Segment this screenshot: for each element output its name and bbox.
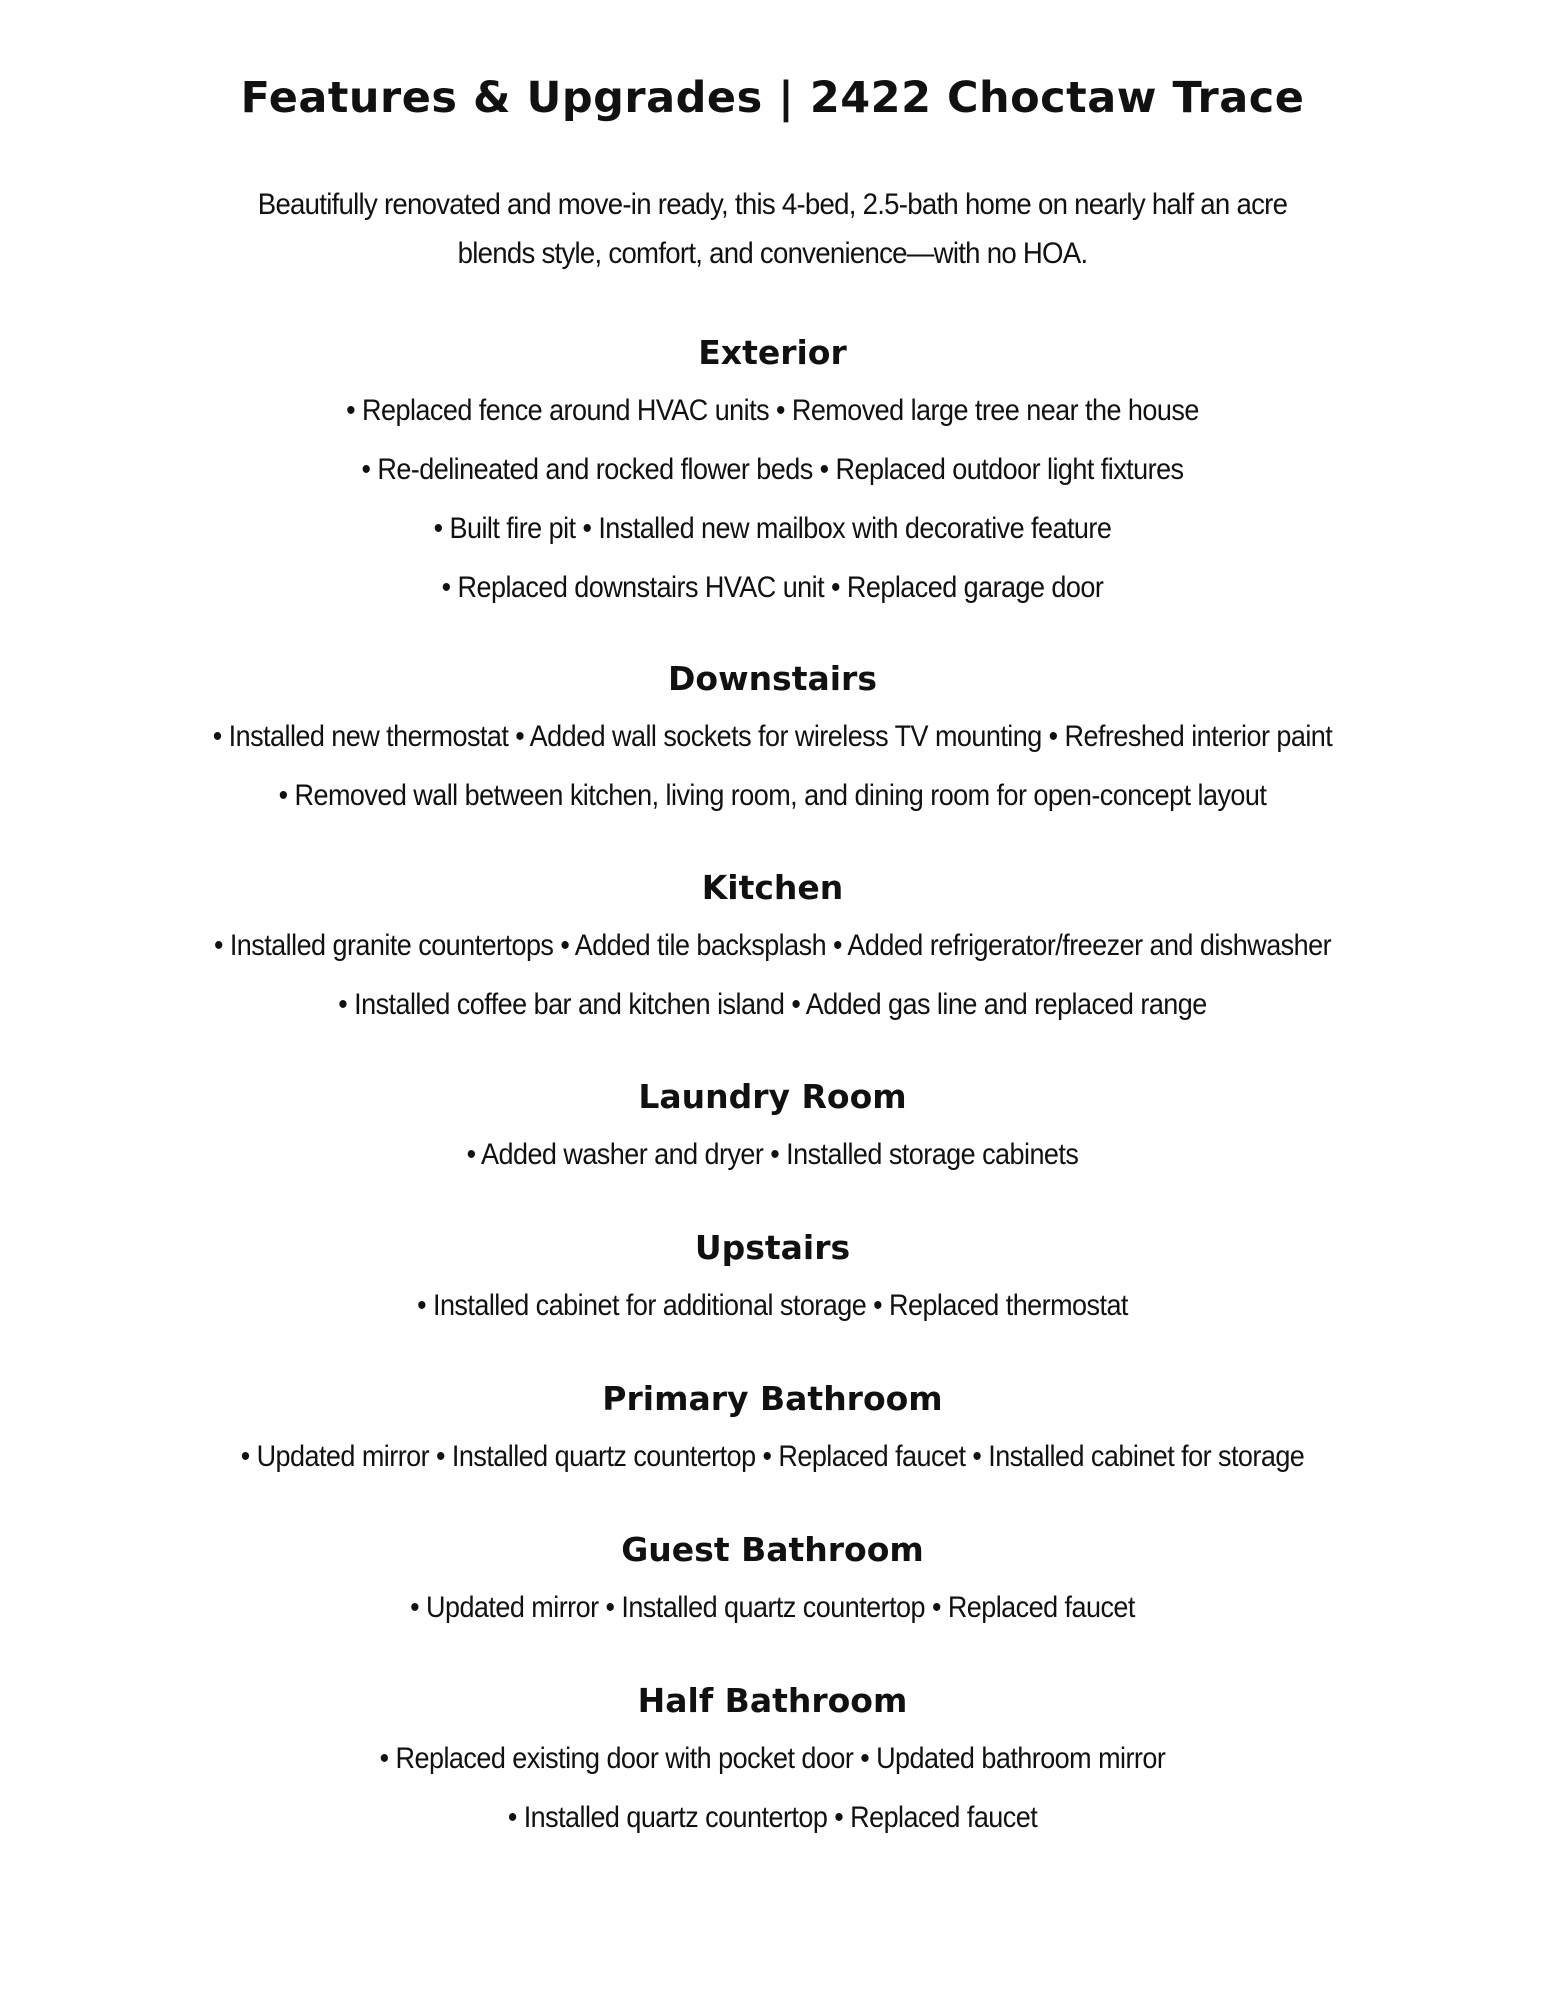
section-primary-bathroom — [0, 1377, 1545, 1486]
intro-paragraph — [62, 180, 1483, 278]
section-upstairs — [0, 1226, 1545, 1335]
section-downstairs — [0, 657, 1545, 825]
feature-line: • Installed coffee bar and kitchen island • Added gas line and replaced range — [338, 988, 1207, 1021]
feature-line: • Installed cabinet for additional storage • Replaced thermostat — [417, 1289, 1128, 1322]
feature-line: • Installed granite countertops • Added tile backsplash • Added refrigerator/freezer and dishwasher — [213, 929, 1332, 962]
section-heading: Downstairs — [668, 659, 877, 698]
feature-line: • Built fire pit • Installed new mailbox with decorative feature — [433, 512, 1112, 545]
section-guest-bathroom — [0, 1528, 1545, 1637]
section-half-bathroom — [0, 1679, 1545, 1847]
feature-line: • Added washer and dryer • Installed storage cabinets — [466, 1138, 1079, 1171]
section-kitchen — [0, 866, 1545, 1034]
feature-line: • Removed wall between kitchen, living room, and dining room for open-concept layout — [278, 779, 1267, 812]
section-heading: Kitchen — [701, 868, 844, 907]
feature-line: • Replaced downstairs HVAC unit • Replaced garage door — [441, 571, 1104, 604]
section-heading: Guest Bathroom — [621, 1530, 924, 1569]
intro-line-1: Beautifully renovated and move-in ready, this 4-bed, 2.5-bath home on nearly half an acre — [257, 188, 1288, 221]
feature-line: • Installed new thermostat • Added wall sockets for wireless TV mounting • Refreshed interior paint — [212, 720, 1333, 753]
section-heading: Upstairs — [694, 1228, 851, 1267]
feature-line: • Replaced existing door with pocket door • Updated bathroom mirror — [379, 1742, 1166, 1775]
section-heading: Laundry Room — [638, 1077, 907, 1116]
feature-line: • Re-delineated and rocked flower beds • Replaced outdoor light fixtures — [361, 453, 1184, 486]
page-title: Features & Upgrades | 2422 Choctaw Trace — [240, 73, 1305, 123]
section-heading: Primary Bathroom — [602, 1379, 943, 1418]
section-heading: Half Bathroom — [637, 1681, 908, 1720]
intro-line-2: blends style, comfort, and convenience—with no HOA. — [457, 237, 1088, 270]
feature-line: • Replaced fence around HVAC units • Removed large tree near the house — [346, 394, 1199, 427]
section-exterior — [0, 331, 1545, 617]
section-laundry-room — [0, 1075, 1545, 1184]
feature-line: • Updated mirror • Installed quartz countertop • Replaced faucet • Installed cabinet for storage — [240, 1440, 1305, 1473]
section-heading: Exterior — [698, 333, 847, 372]
feature-line: • Updated mirror • Installed quartz countertop • Replaced faucet — [410, 1591, 1135, 1624]
feature-line: • Installed quartz countertop • Replaced faucet — [507, 1801, 1038, 1834]
